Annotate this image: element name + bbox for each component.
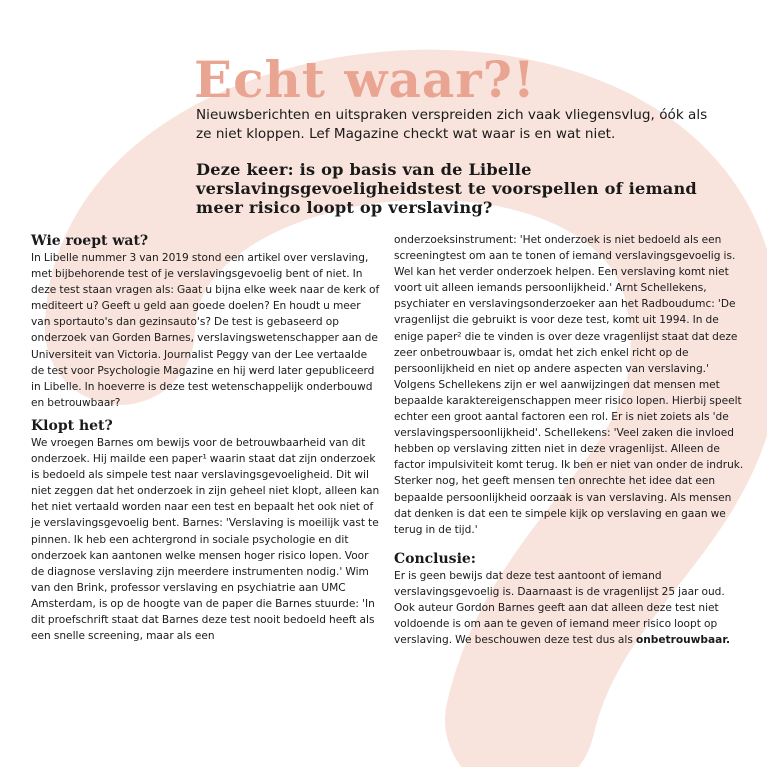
section-text-klopt-het-continued: onderzoeksinstrument: 'Het onderzoek is niet bedoeld als een screeningtest om aan te tonen of iemand verslavingsgevoelig is. Wel kan het verder onderzoek helpen. Een verslaving komt niet voort uit alleen iemands persoonlijkheid.' Arnt Schellekens, psychiater en verslavingsonderzoeker aan het Radboudumc: 'De vragenlijst die gebruikt is voor deze test, komt uit 1994. In de enige paper² die te vinden is over deze vragenlijst staat dat deze zeer onbetrouwbaar is, omdat het zich enkel richt op de persoonlijkheid en niet op andere aspecten van verslaving.' Volgens Schellekens zijn er wel aanwijzingen dat mensen met bepaalde karaktereigenschappen meer risico lopen. Hierbij speelt echter een groot aantal factoren een rol. Er is niet zoiets als 'de verslavingspersoonlijkheid'. Schellekens: 'Veel zaken die invloed hebben op verslaving zitten niet in deze vragenlijst. Alleen de factor impulsiviteit komt terug. Ik ben er niet van onder de indruk. Sterker nog, het geeft mensen ten onrechte het idee dat een bepaalde persoonlijkheid oorzaak is van verslaving. Als mensen dat denken is dat een te simpele kijk op verslaving en gaan we terug in de tijd.': [394, 234, 744, 536]
conclusie-text: Er is geen bewijs dat deze test aantoont of iemand verslavingsgevoelig is. Daarnaast is de vragenlijst 25 jaar oud. Ook auteur Gordon Barnes geeft aan dat alleen deze test niet voldoende is om aan te geven of iemand meer risico loopt op verslaving. We beschouwen deze test dus als: [394, 569, 725, 647]
section-heading-klopt-het: Klopt het?: [31, 417, 113, 434]
intro-text: Nieuwsberichten en uitspraken verspreiden zich vaak vliegensvlug, óók als ze niet kloppen. Lef Magazine checkt wat waar is en wat niet.: [196, 107, 708, 142]
conclusie-verdict: onbetrouwbaar.: [635, 634, 731, 647]
article-question: Deze keer: is op basis van de Libelle verslavingsgevoeligheidstest te voorspellen of iemand meer risico loopt op verslaving?: [196, 160, 697, 217]
section-text-conclusie: [394, 568, 744, 648]
section-text-klopt-het: We vroegen Barnes om bewijs voor de betrouwbaarheid van dit onderzoek. Hij mailde een paper¹ waarin staat dat zijn onderzoek is bedoeld als simpele test naar verslavingsgevoeligheid. Dit wil niet zeggen dat het onderzoek in zijn geheel niet klopt, alleen kan het niet vertaald worden naar een test en bepaalt het ook niet of je verslavingsgevoelig bent. Barnes: 'Verslaving is moeilijk vast te pinnen. Ik heb een achtergrond in sociale psychologie en dit onderzoek kan aantonen welke mensen hoger risico lopen. Voor de diagnose verslaving zijn meerdere instrumenten nodig.' Wim van den Brink, professor verslaving en psychiatrie aan UMC Amsterdam, is op de hoogte van de paper die Barnes stuurde: 'In dit proefschrift staat dat Barnes deze test nooit bedoeld heeft als een snelle screening, maar als een: [31, 436, 380, 643]
right-column: [394, 232, 744, 648]
section-text-wie-roept-wat: In Libelle nummer 3 van 2019 stond een artikel over verslaving, met bijbehorende test of je verslavingsgevoelig bent of niet. In deze test staan vragen als: Gaat u bijna elke week naar de kerk of mediteert u? Geeft u geld aan goede doelen? En houdt u meer van sportauto's dan gezinsauto's? De test is gebaseerd op onderzoek van Gorden Barnes, verslavingswetenschapper aan de Universiteit van Victoria. Journalist Peggy van der Lee vertaalde de test voor Psychologie Magazine en hij werd later gepubliceerd in Libelle. In hoeverre is deze test wetenschappelijk onderbouwd en betrouwbaar?: [31, 252, 380, 409]
left-column: [31, 232, 381, 644]
page-title: Echt waar?!: [194, 50, 536, 109]
section-heading-conclusie: Conclusie:: [394, 550, 476, 567]
section-heading-wie-roept-wat: Wie roept wat?: [31, 233, 149, 249]
